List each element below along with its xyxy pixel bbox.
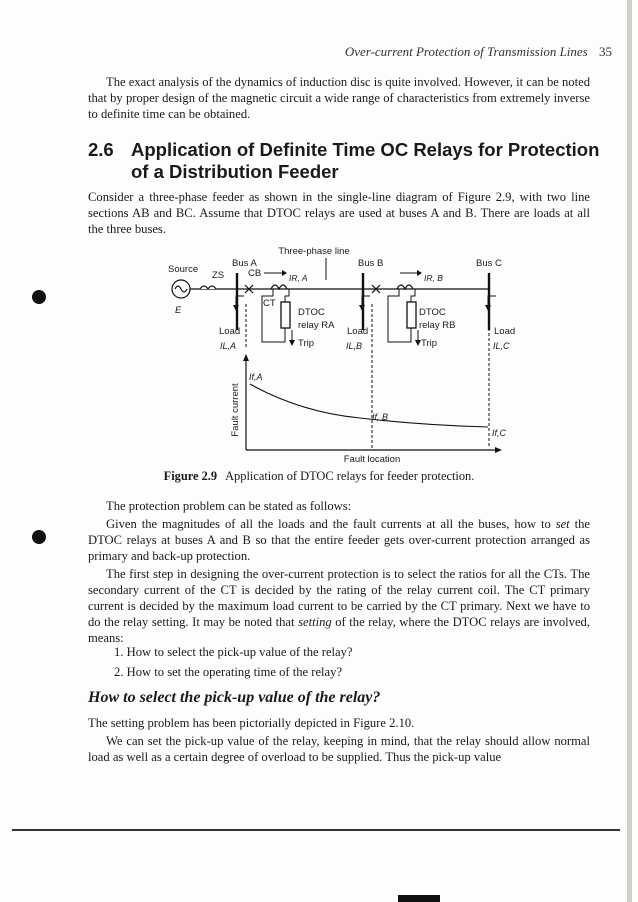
running-title: Over-current Protection of Transmission Lines	[344, 44, 588, 59]
label-relay-ra: relay RA	[298, 320, 335, 331]
label-dtoc-b: DTOC	[419, 307, 446, 318]
subheading: How to select the pick-up value of the relay?	[88, 689, 381, 706]
paragraph-consider: Consider a three-phase feeder as shown in the single-line diagram of Figure 2.9, with two line sections AB and BC. Assume that DTOC relays are used at buses A and B. There are loads at all the three buses.	[88, 190, 590, 236]
label-fault-location: Fault location	[343, 454, 401, 465]
label-fault-current: Fault current	[230, 383, 241, 437]
fault-current-curve	[250, 384, 488, 427]
footer-mark	[398, 895, 440, 902]
binder-hole	[32, 290, 46, 304]
label-bus-b: Bus B	[358, 258, 384, 269]
emphasis-set: set	[555, 517, 570, 531]
running-header	[345, 44, 612, 60]
label-load-b: Load	[347, 326, 369, 337]
paragraph-given: Given the magnitudes of all the loads and the fault currents at all the buses, how to set the DTOC relays at buses A and B so that the entire feeder gets over-current protection arranged as primary and back-up protection.	[88, 517, 590, 563]
label-load-c: Load	[494, 326, 516, 337]
label-relay-rb: relay RB	[419, 320, 456, 331]
section-number: 2.6	[88, 139, 114, 160]
label-e: E	[175, 305, 182, 316]
paragraph-setting: The setting problem has been pictorially depicted in Figure 2.10.	[88, 716, 415, 730]
label-cb: CB	[248, 268, 262, 279]
paragraph-pickup: We can set the pick-up value of the relay, keeping in mind, that the relay should allow normal load as well as a certain degree of overload to be supplied. Thus the pick-up value	[88, 734, 590, 764]
page-number: 35	[599, 44, 612, 59]
relay-ra-box	[281, 302, 290, 328]
label-zs: ZS	[212, 270, 225, 281]
list-item: 2. How to set the operating time of the relay?	[114, 665, 343, 679]
figure-caption	[0, 469, 638, 484]
paragraph-problem: The protection problem can be stated as follows:	[106, 499, 352, 513]
label-trip-b: Trip	[421, 338, 438, 349]
figure-caption-text: Application of DTOC relays for feeder protection.	[225, 469, 475, 483]
source-impedance-coil	[200, 286, 216, 289]
binder-hole	[32, 530, 46, 544]
label-ifc: If,C	[492, 428, 507, 438]
source-sine-wave	[175, 286, 187, 292]
emphasis-setting: setting	[298, 615, 332, 629]
label-three-phase-line: Three-phase line	[278, 246, 350, 257]
label-source: Source	[168, 264, 199, 275]
label-ila: IL,A	[220, 341, 237, 351]
label-ira: IR, A	[289, 273, 308, 283]
label-ct: CT	[263, 298, 276, 309]
figure-2-9-diagram	[0, 240, 638, 465]
label-load-a: Load	[219, 326, 241, 337]
paragraph-first-step: The first step in designing the over-current protection is to select the ratios for all the CTs. The secondary current of the CT is decided by the rating of the relay current coil. The CT primary current is decided by the maximum load current to be carried by the CT primary. Next we have to do the relay setting. It may be noted that setting of the relay, where the DTOC relays are involved, means:	[88, 567, 590, 645]
label-bus-c: Bus C	[476, 258, 502, 269]
figure-label: Figure 2.9	[163, 469, 218, 483]
label-trip-a: Trip	[298, 338, 315, 349]
section-title: Application of Definite Time OC Relays for Protection of a Distribution Feeder	[131, 139, 600, 182]
relay-rb-box	[407, 302, 416, 328]
footer-rule	[12, 829, 620, 831]
label-ifb: If, B	[372, 412, 389, 422]
label-ifa: If,A	[249, 372, 263, 382]
label-dtoc-a: DTOC	[298, 307, 325, 318]
label-bus-a: Bus A	[232, 258, 257, 269]
label-ilb: IL,B	[346, 341, 363, 351]
label-ilc: IL,C	[493, 341, 510, 351]
intro-paragraph: The exact analysis of the dynamics of induction disc is quite involved. However, it can be noted that by proper design of the magnetic circuit a wide range of characteristics from extremely inverse to definite time can be obtained.	[88, 75, 590, 121]
list-item: 1. How to select the pick-up value of the relay?	[114, 645, 353, 659]
label-irb: IR, B	[424, 273, 443, 283]
